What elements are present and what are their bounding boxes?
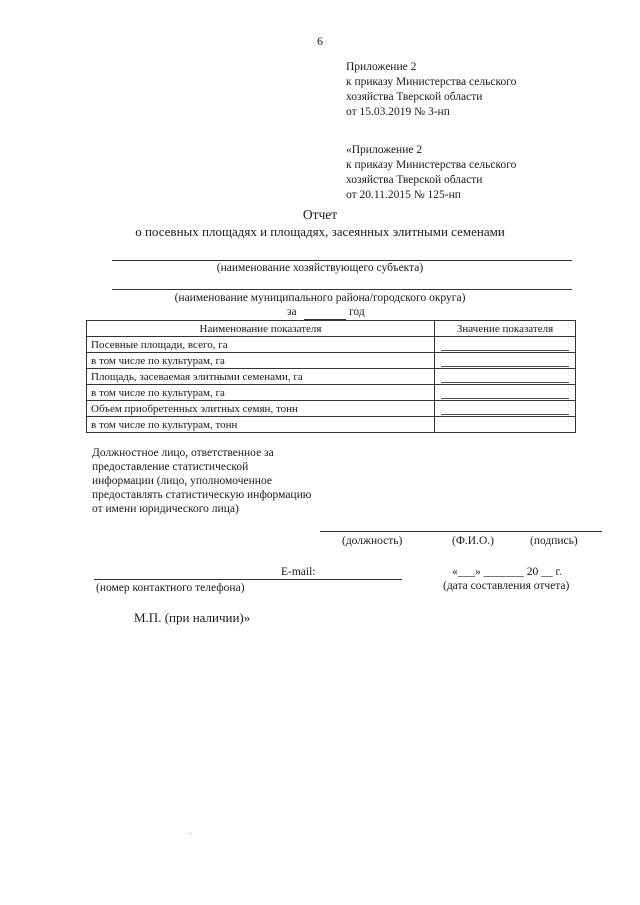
scan-speck — [190, 833, 191, 834]
district-name-line[interactable] — [112, 289, 572, 290]
page-number: 6 — [317, 34, 323, 48]
indicator-value-cell[interactable] — [435, 337, 576, 353]
entity-caption: (наименование хозяйствующего субъекта) — [216, 262, 424, 274]
report-subtitle: о посевных площадях и площадях, засеянных элитными семенами — [135, 224, 505, 239]
signature-caption: (подпись) — [530, 535, 578, 547]
table-row — [87, 369, 576, 385]
signature-line[interactable] — [320, 531, 602, 532]
position-caption: (должность) — [342, 535, 403, 547]
phone-email-line[interactable] — [94, 579, 402, 580]
table-row — [87, 385, 576, 401]
date-caption: (дата составления отчета) — [443, 580, 570, 592]
email-label: E-mail: — [281, 566, 316, 578]
appendix-previous-line: от 20.11.2015 № 125-нп — [346, 189, 461, 201]
indicator-value-cell[interactable] — [435, 385, 576, 401]
table-row — [87, 417, 576, 433]
report-title: Отчет — [302, 207, 338, 222]
value-line — [441, 355, 569, 367]
indicator-name: Объем приобретенных элитных семян, тонн — [87, 401, 435, 417]
indicator-name: Посевные площади, всего, га — [87, 337, 435, 353]
indicator-value-cell[interactable] — [435, 369, 576, 385]
period-prefix: за — [287, 306, 297, 318]
table-row — [87, 353, 576, 369]
appendix-current-line: к приказу Министерства сельского — [346, 76, 517, 88]
header-indicator-name: Наименование показателя — [87, 321, 435, 337]
appendix-current-line: хозяйства Тверской области — [346, 91, 483, 103]
value-line — [441, 403, 569, 415]
entity-name-line[interactable] — [112, 260, 572, 261]
indicator-value-cell[interactable] — [435, 417, 576, 433]
date-template[interactable]: «___» _______ 20 __ г. — [452, 566, 562, 578]
district-caption: (наименование муниципального района/городского округа) — [174, 292, 466, 304]
period-suffix: год — [349, 306, 365, 318]
table-row — [87, 401, 576, 417]
appendix-current-line: от 15.03.2019 № 3-нп — [346, 106, 450, 118]
table-header-row — [87, 321, 576, 337]
appendix-previous-line: «Приложение 2 — [346, 144, 423, 156]
value-line — [441, 387, 569, 399]
indicator-value-cell[interactable] — [435, 401, 576, 417]
value-line — [441, 371, 569, 383]
indicator-name: в том числе по культурам, га — [87, 353, 435, 369]
appendix-previous-line: к приказу Министерства сельского — [346, 159, 517, 171]
phone-caption: (номер контактного телефона) — [96, 582, 245, 594]
responsible-official-text: Должностное лицо, ответственное за предоставление статистической информации (лицо, уполномоченное предоставлять статистическую информацию от имени юридического лица) — [92, 447, 312, 515]
table-row — [87, 337, 576, 353]
appendix-previous — [346, 143, 516, 203]
report-table — [86, 320, 576, 433]
indicator-value-cell[interactable] — [435, 353, 576, 369]
appendix-previous-line: хозяйства Тверской области — [346, 174, 483, 186]
seal-note: М.П. (при наличии)» — [134, 610, 251, 625]
appendix-current-line: Приложение 2 — [346, 61, 417, 73]
value-line — [441, 339, 569, 351]
header-indicator-value: Значение показателя — [435, 321, 576, 337]
indicator-name: в том числе по культурам, га — [87, 385, 435, 401]
indicator-name: Площадь, засеваемая элитными семенами, га — [87, 369, 435, 385]
appendix-current — [346, 60, 516, 120]
name-caption: (Ф.И.О.) — [452, 535, 494, 547]
indicator-name: в том числе по культурам, тонн — [87, 417, 435, 433]
